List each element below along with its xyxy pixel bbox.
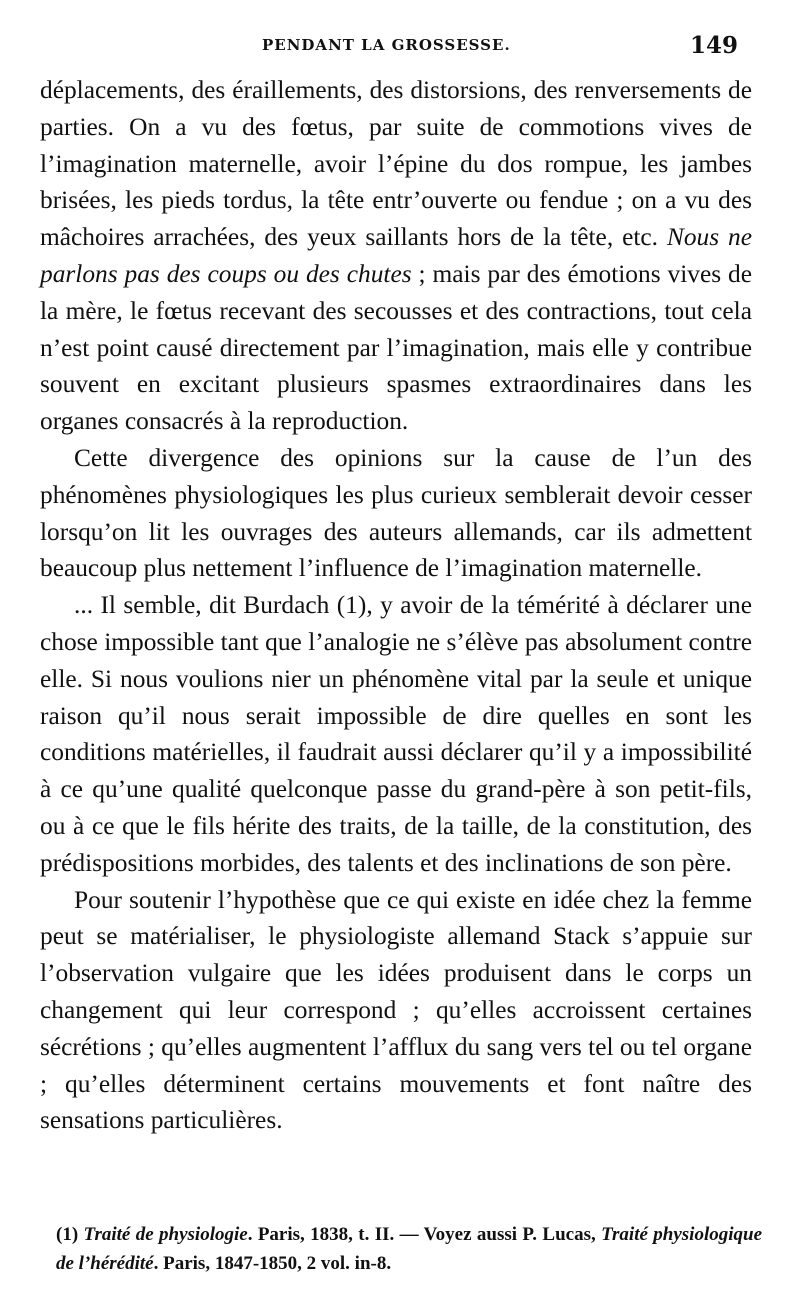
- text-run: Pour soutenir l’hypothèse que ce qui existe en idée chez la femme peut se matérialiser, le physiologiste allemand Stack s’appuie sur l’observation vulgaire que les idées produisent dans le corps un changement qui leur correspond ; qu’elles accroissent certaines sécrétions ; qu’elles augmentent l’afflux du sang vers tel ou tel organe ; qu’elles déterminent certains mouvements et font naître des sensations particulières.: [40, 885, 752, 1135]
- text-run: ; mais par des émotions vives de la mère, le fœtus recevant des secousses et des contractions, tout cela n’est point causé directement par l’imagination, mais elle y contribue souvent en excitant plusieurs spasmes extraordinaires dans les organes consacrés à la reproduction.: [40, 259, 752, 436]
- running-head: [40, 34, 744, 68]
- italic-text-run: Nous ne parlons pas des coups ou des chutes: [40, 223, 752, 288]
- running-title: PENDANT LA GROSSESSE.: [262, 36, 511, 54]
- cited-title: Traité physiologique de l’hérédité: [56, 1224, 763, 1274]
- page-number: 149: [689, 32, 738, 59]
- body-text: [40, 72, 752, 1139]
- paragraph: [40, 440, 752, 587]
- text-run: déplacements, des éraillements, des distorsions, des renversements de parties. On a vu des fœtus, par suite de commotions vives de l’imagination maternelle, avoir l’épine du dos rompue, les jambes brisées, les pieds tordus, la tête entr’ouverte ou fendue ; on a vu des mâchoires arrachées, des yeux saillants hors de la tête, etc.: [40, 76, 752, 252]
- cited-title: Traité de physiologie: [83, 1224, 248, 1245]
- paragraph: [40, 882, 752, 1140]
- paragraph: [40, 72, 752, 440]
- text-run: ... Il semble, dit Burdach (1), y avoir de la témérité à déclarer une chose impossible tant que l’analogie ne s’élève pas absolument contre elle. Si nous voulions nier un phénomène vital par la seule et unique raison qu’il nous serait impossible de dire quelles en sont les conditions matérielles, il faudrait aussi déclarer qu’il y a impossibilité à ce qu’une qualité quelconque passe du grand-père à son petit-fils, ou à ce que le fils hérite des traits, de la taille, de la constitution, des prédispositions morbides, des talents et des inclinations de son père.: [40, 591, 752, 877]
- footnote: [56, 1220, 762, 1278]
- footnote-text: . Paris, 1847-1850, 2 vol. in-8.: [153, 1253, 392, 1274]
- paragraph: [40, 587, 752, 881]
- text-run: Cette divergence des opinions sur la cause de l’un des phénomènes physiologiques les plus curieux semblerait devoir cesser lorsqu’on lit les ouvrages des auteurs allemands, car ils admettent beaucoup plus nettement l’influence de l’imagination maternelle.: [40, 443, 752, 583]
- footnote-block: [56, 1220, 762, 1278]
- footnote-text: . Paris, 1838, t. II. — Voyez aussi P. Lucas,: [247, 1224, 596, 1245]
- footnote-marker: (1): [56, 1224, 79, 1245]
